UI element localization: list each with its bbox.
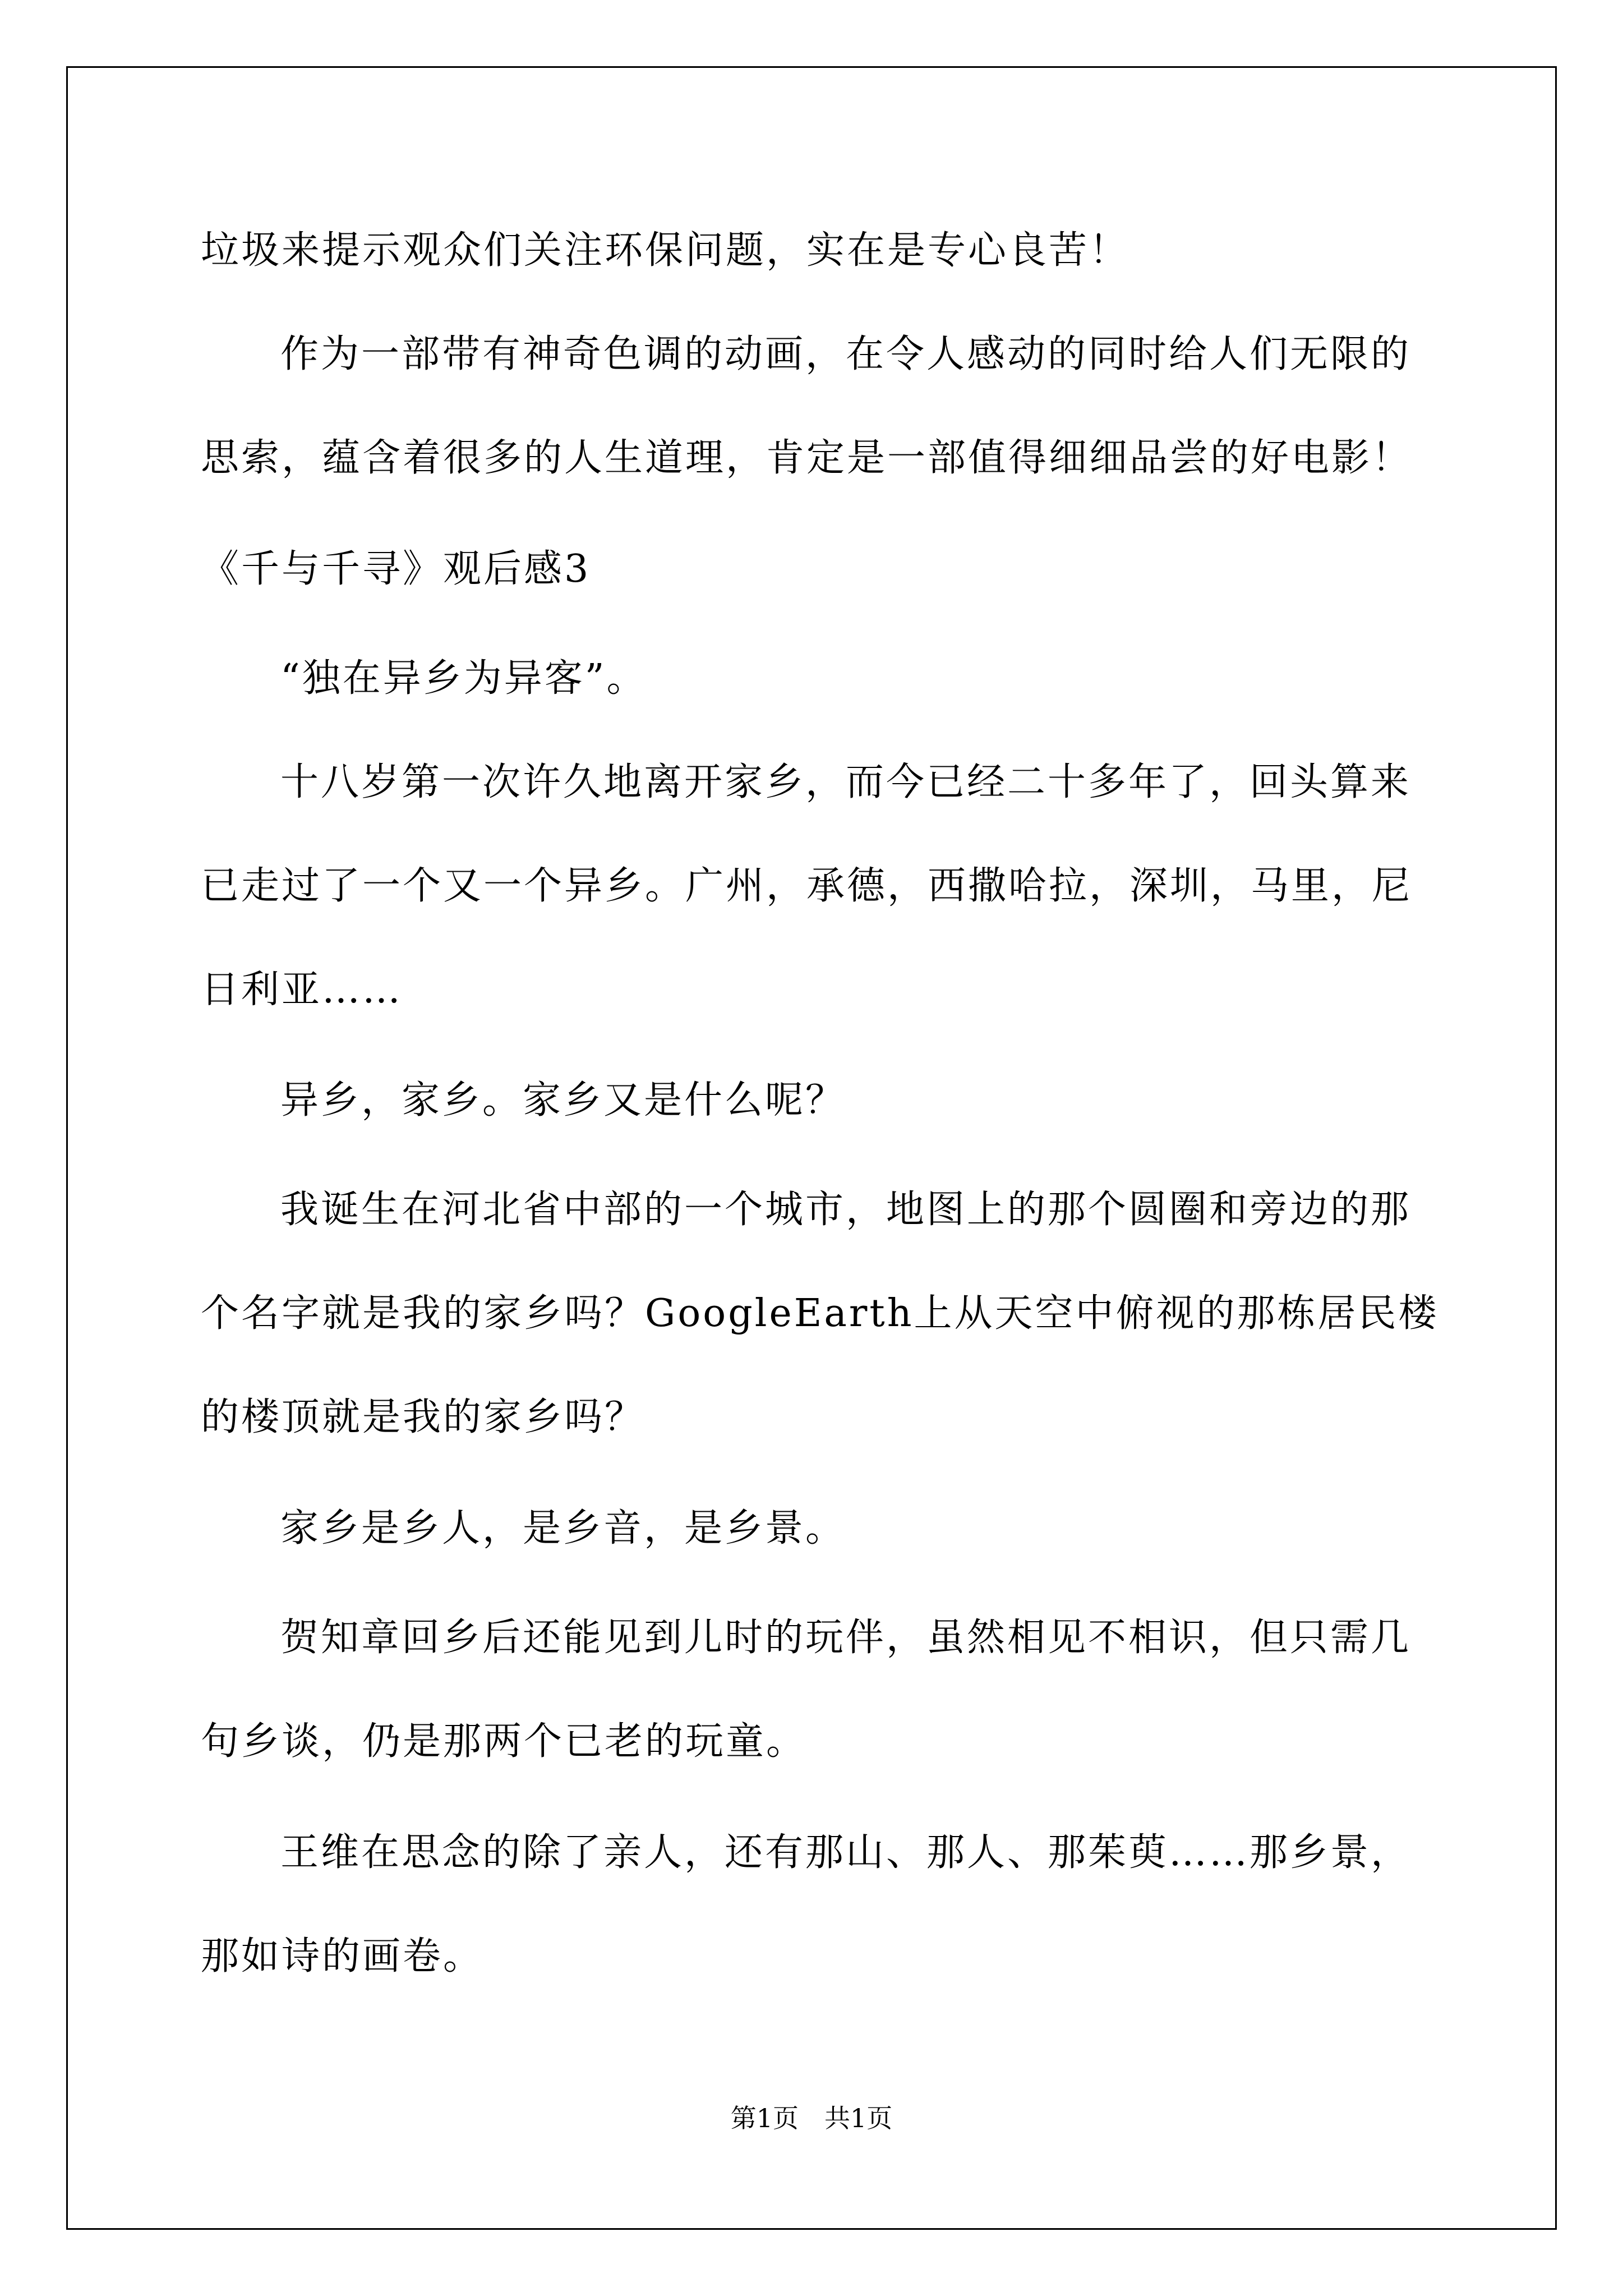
paragraph-start: 异乡，家乡。家乡又是什么呢？ — [280, 1078, 846, 1122]
text-line: 那如诗的画卷。 — [201, 1934, 484, 1978]
paragraph-start: 家乡是乡人，是乡音，是乡景。 — [280, 1506, 846, 1550]
text-line: 日利亚…… — [201, 968, 403, 1012]
paragraph-start: “独在异乡为异客”。 — [280, 656, 647, 701]
text-line: 句乡谈，仍是那两个已老的玩童。 — [201, 1719, 807, 1764]
text-line: 垃圾来提示观众们关注环保问题，实在是专心良苦！ — [201, 228, 1130, 273]
paragraph-start: 十八岁第一次许久地离开家乡，而今已经二十多年了，回头算来 — [280, 760, 1412, 804]
paragraph-start: 王维在思念的除了亲人，还有那山、那人、那茱萸……那乡景， — [280, 1830, 1412, 1875]
page-border — [66, 66, 1557, 2230]
page-footer: 第1页 共1页 — [730, 2103, 893, 2133]
paragraph-start: 贺知章回乡后还能见到儿时的玩伴，虽然相见不相识，但只需几 — [280, 1616, 1412, 1660]
section-title: 《千与千寻》观后感3 — [201, 547, 591, 591]
text-line: 的楼顶就是我的家乡吗？ — [201, 1395, 645, 1439]
text-line: 个名字就是我的家乡吗？GoogleEarth上从天空中俯视的那栋居民楼 — [201, 1291, 1439, 1336]
paragraph-start: 我诞生在河北省中部的一个城市，地图上的那个圆圈和旁边的那 — [280, 1188, 1412, 1232]
text-line: 已走过了一个又一个异乡。广州，承德，西撒哈拉，深圳，马里，尼 — [201, 864, 1413, 908]
paragraph-start: 作为一部带有神奇色调的动画，在令人感动的同时给人们无限的 — [280, 332, 1412, 376]
text-line: 思索，蕴含着很多的人生道理，肯定是一部值得细细品尝的好电影！ — [201, 436, 1413, 480]
